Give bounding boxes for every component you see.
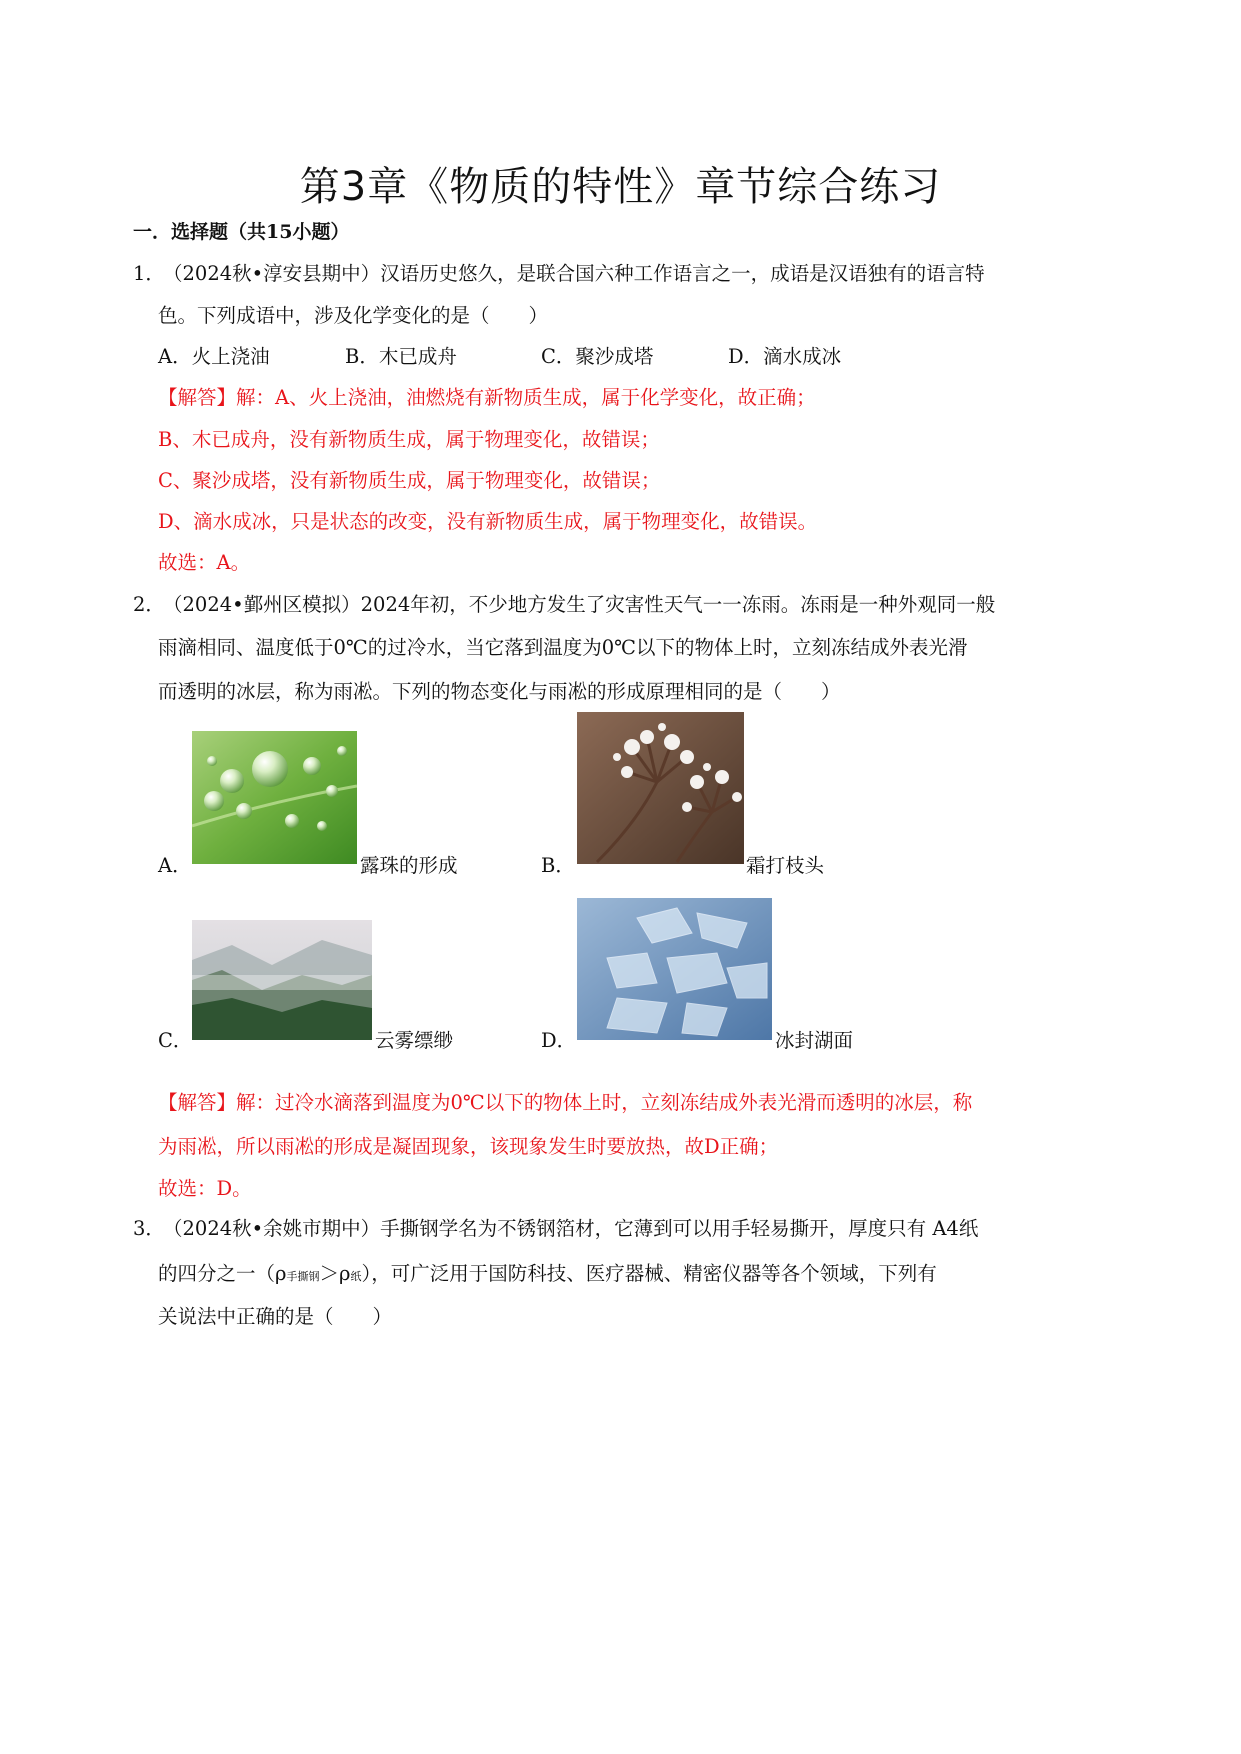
page-title: 第3章《物质的特性》章节综合练习 (299, 164, 942, 210)
question-1-answer-line-3: C、聚沙成塔，没有新物质生成，属于物理变化，故错误； (158, 469, 661, 492)
question-1-option-c: C．聚沙成塔 (541, 345, 654, 368)
question-3-line-3: 关说法中正确的是（ ） (158, 1305, 393, 1328)
question-3-number: 3． (133, 1217, 165, 1240)
question-3-line-2-part-c: ），可广泛用于国防科技、医疗器械、精密仪器等各个领域，下列有 (361, 1262, 937, 1285)
density-subscript-steel: 手撕钢 (286, 1270, 320, 1283)
question-1-choice: 故选：A。 (158, 551, 251, 574)
question-2-option-a-caption: 露珠的形成 (360, 854, 458, 877)
question-2-option-a-letter: A． (158, 854, 192, 877)
dewdrops-image (192, 731, 357, 864)
frozen-lake-image (577, 898, 772, 1040)
question-1-answer-line-4: D、滴水成冰，只是状态的改变，没有新物质生成，属于物理变化，故错误。 (158, 510, 818, 533)
question-2-number: 2． (133, 593, 165, 616)
question-1-line-2: 色。下列成语中，涉及化学变化的是（ ） (158, 304, 549, 327)
question-2-option-c-caption: 云雾缥缈 (375, 1029, 454, 1052)
question-2-option-d-letter: D． (541, 1029, 577, 1052)
section-heading: 一．选择题（共15小题） (133, 221, 350, 243)
question-3-line-2-part-a: 的四分之一（ρ (158, 1262, 287, 1285)
question-1-option-b: B．木已成舟 (345, 345, 457, 368)
question-1-option-d: D．滴水成冰 (728, 345, 842, 368)
question-2-line-2: 雨滴相同、温度低于0℃的过冷水，当它落到温度为0℃以下的物体上时，立刻冻结成外表光滑 (158, 636, 968, 659)
question-2-line-3: 而透明的冰层，称为雨凇。下列的物态变化与雨凇的形成原理相同的是（ ） (158, 680, 841, 703)
mist-mountain-image (192, 920, 372, 1040)
question-1-line-1: （2024秋•淳安县期中）汉语历史悠久，是联合国六种工作语言之一，成语是汉语独有的语言特 (163, 262, 985, 285)
question-2-answer-line-1: 【解答】解：过冷水滴落到温度为0℃以下的物体上时，立刻冻结成外表光滑而透明的冰层，称 (158, 1091, 973, 1114)
question-1-answer-line-2: B、木已成舟，没有新物质生成，属于物理变化，故错误； (158, 428, 660, 451)
question-2-answer-line-2: 为雨凇，所以雨凇的形成是凝固现象，该现象发生时要放热，故D正确； (158, 1135, 779, 1158)
frost-branch-image (577, 712, 744, 864)
question-3-line-2-part-b: ＞ρ (319, 1262, 351, 1285)
question-1-answer-line-1: 【解答】解：A、火上浇油，油燃烧有新物质生成，属于化学变化，故正确； (158, 386, 816, 409)
density-subscript-paper: 纸 (350, 1270, 362, 1283)
question-1-option-a: A．火上浇油 (158, 345, 270, 368)
question-3-line-2 (158, 1258, 937, 1286)
question-2-option-b-caption: 霜打枝头 (746, 854, 825, 877)
question-2-option-b-letter: B． (541, 854, 575, 877)
question-1-number: 1． (133, 262, 165, 285)
question-2-line-1: （2024•鄞州区模拟）2024年初，不少地方发生了灾害性天气一一冻雨。冻雨是一种外观同一般 (163, 593, 996, 616)
question-2-option-c-letter: C． (158, 1029, 193, 1052)
question-2-choice: 故选：D。 (158, 1177, 252, 1200)
question-3-line-1: （2024秋•余姚市期中）手撕钢学名为不锈钢箔材，它薄到可以用手轻易撕开，厚度只有 A4纸 (163, 1217, 979, 1240)
question-2-option-d-caption: 冰封湖面 (775, 1029, 854, 1052)
